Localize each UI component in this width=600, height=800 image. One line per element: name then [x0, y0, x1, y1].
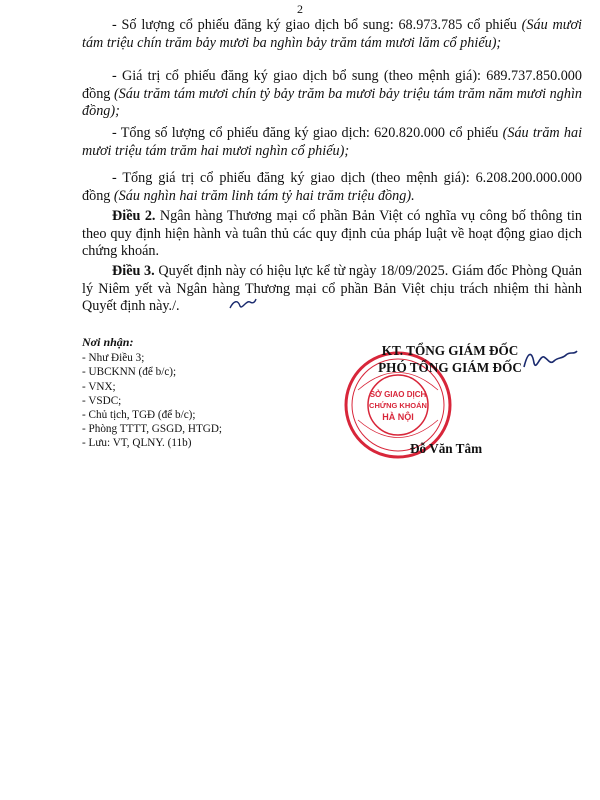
added-value-text: - Giá trị cổ phiếu đăng ký giao dịch bổ sung (theo mệnh giá): 689.737.850.000 đồng — [82, 68, 582, 102]
signer-name: Đỗ Văn Tâm — [410, 441, 483, 456]
initial-mark-icon — [228, 296, 258, 312]
paragraph-total-value — [82, 170, 582, 205]
paragraph-added-value — [82, 68, 582, 121]
total-value-text: - Tổng giá trị cổ phiếu đăng ký giao dịch (theo mệnh giá): 6.208.200.000.000 đồng — [82, 170, 582, 204]
recipient-item: - Lưu: VT, QLNY. (11b) — [82, 437, 192, 450]
recipient-item: - Phòng TTTT, GSGD, HTGD; — [82, 423, 223, 436]
article-2-text: Ngân hàng Thương mại cổ phần Bản Việt có nghĩa vụ công bố thông tin theo quy định hiện hành và tuân thủ các quy định của pháp luật về hoạt động giao dịch chứng khoán. — [82, 208, 583, 259]
article-2-label: Điều 2. — [112, 208, 156, 224]
article-3 — [82, 263, 582, 316]
added-shares-text: - Số lượng cổ phiếu đăng ký giao dịch bổ sung: 68.973.785 cổ phiếu — [112, 17, 522, 33]
article-2 — [82, 208, 582, 261]
recipient-item: - Chủ tịch, TGĐ (để b/c); — [82, 409, 196, 422]
seal-line-2: CHỨNG KHOÁN — [369, 401, 427, 410]
seal-line-1: SỞ GIAO DỊCH — [369, 390, 427, 399]
total-shares-words: (Sáu trăm hai mươi triệu tám trăm hai mươi nghìn cổ phiếu); — [82, 125, 583, 159]
handwritten-signature-icon — [520, 345, 580, 375]
signature-title-1: KT. TỔNG GIÁM ĐỐC — [381, 343, 519, 358]
seal-line-3: HÀ NỘI — [382, 412, 414, 422]
total-value-words: (Sáu nghìn hai trăm linh tám tỷ hai trăm triệu đồng). — [113, 187, 415, 204]
recipient-item: - VSDC; — [82, 394, 122, 407]
recipient-item: - Như Điều 3; — [82, 352, 145, 365]
paragraph-total-shares — [82, 125, 582, 160]
article-3-text: Quyết định này có hiệu lực kể từ ngày 18/09/2025. Giám đốc Phòng Quản lý Niêm yết và Ngân hàng Thương mại cổ phần Bản Việt chịu trách nhiệm thi hành Quyết định này./. — [82, 263, 582, 314]
recipients-list — [82, 351, 342, 450]
article-3-label: Điều 3. — [112, 263, 155, 279]
recipients-block — [82, 335, 342, 451]
page-number: 2 — [297, 2, 303, 16]
signature-title-2: PHÓ TỔNG GIÁM ĐỐC — [378, 360, 522, 375]
recipient-item: - VNX; — [82, 380, 116, 393]
total-shares-text: - Tổng số lượng cổ phiếu đăng ký giao dịch: 620.820.000 cổ phiếu — [112, 125, 503, 141]
recipients-heading: Nơi nhận: — [82, 335, 134, 349]
recipient-item: - UBCKNN (để b/c); — [82, 366, 177, 379]
added-value-words: (Sáu trăm tám mươi chín tỷ bảy trăm ba mươi bảy triệu tám trăm năm mươi nghìn đồng); — [82, 85, 582, 119]
added-shares-words: (Sáu mươi tám triệu chín trăm bảy mươi ba nghìn bảy trăm tám mươi lăm cổ phiếu); — [82, 17, 582, 51]
paragraph-added-shares — [82, 17, 582, 52]
